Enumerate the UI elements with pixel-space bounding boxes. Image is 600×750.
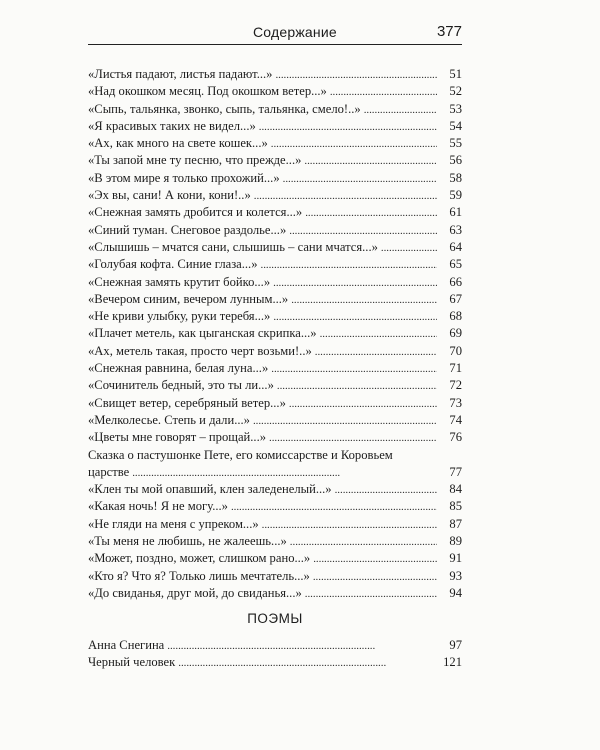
toc-entry <box>88 101 462 118</box>
toc-entry <box>88 291 462 308</box>
toc-entry <box>88 308 462 325</box>
toc-entry <box>88 187 462 204</box>
toc-entry <box>88 135 462 152</box>
dot-leader <box>271 136 437 153</box>
dot-leader <box>313 551 437 568</box>
toc-entry-page: 52 <box>449 84 462 99</box>
dot-leader <box>231 499 437 516</box>
toc-entry <box>88 585 462 602</box>
toc-entry-title: «Я красивых таких не видел...» <box>88 118 256 133</box>
toc-entry-title: «Сыпь, тальянка, звонко, сыпь, тальянка, смело!..» <box>88 101 361 116</box>
running-head-title: Содержание <box>253 24 337 40</box>
toc-entry-title: «Цветы мне говорят – прощай...» <box>88 430 267 445</box>
toc-entry-title: «Сочинитель бедный, это ты ли...» <box>88 378 274 393</box>
toc-entry <box>88 239 462 256</box>
toc-entry-page: 65 <box>449 257 462 272</box>
section-heading-poems: ПОЭМЫ <box>247 611 303 626</box>
toc-entry-title: «Клен ты мой опавший, клен заледенелый...» <box>88 482 332 497</box>
dot-leader <box>364 102 437 119</box>
toc-entry-title: «До свиданья, друг мой, до свиданья...» <box>88 585 302 600</box>
toc-entry <box>88 481 462 498</box>
dot-leader <box>305 205 437 222</box>
dot-leader <box>320 326 437 343</box>
dot-leader <box>271 361 437 378</box>
toc-entry-title: «Ты меня не любишь, не жалеешь...» <box>88 534 287 549</box>
toc-entry-title: «Ах, как много на свете кошек...» <box>88 136 268 151</box>
dot-leader <box>253 413 437 430</box>
toc-entry-page: 91 <box>449 551 462 566</box>
toc-entry <box>88 412 462 429</box>
toc-entry-page: 85 <box>449 499 462 514</box>
toc-entry-title: «Ты запой мне ту песню, что прежде...» <box>88 153 302 168</box>
poems-list <box>88 637 462 672</box>
toc-entry-page: 71 <box>449 361 462 376</box>
toc-entry <box>88 204 462 221</box>
toc-entry-title: «Снежная равнина, белая луна...» <box>88 361 269 376</box>
dot-leader <box>305 586 437 603</box>
toc-entry-title: «Свищет ветер, серебряный ветер...» <box>88 395 286 410</box>
toc-entry-title: «Кто я? Что я? Только лишь мечтатель...» <box>88 568 310 583</box>
toc-entry-title: «Плачет метель, как цыганская скрипка...» <box>88 326 317 341</box>
toc-entry <box>88 325 462 342</box>
toc-entry-title: «Может, поздно, может, слишком рано...» <box>88 551 311 566</box>
toc-entry <box>88 152 462 169</box>
toc-entry-title: «В этом мире я только прохожий...» <box>88 170 280 185</box>
toc-entry <box>88 83 462 100</box>
toc-entry-title: Черный человек <box>88 655 176 670</box>
toc-entry-page: 76 <box>449 430 462 445</box>
toc-entry-title: «Над окошком месяц. Под окошком ветер...» <box>88 84 327 99</box>
toc-entry-page: 121 <box>443 655 462 670</box>
toc-entry-page: 68 <box>449 309 462 324</box>
dot-leader <box>289 396 437 413</box>
toc-entry-page: 54 <box>449 118 462 133</box>
dot-leader <box>178 655 437 672</box>
toc-entry <box>88 516 462 533</box>
dot-leader <box>269 430 437 447</box>
toc-entry <box>88 395 462 412</box>
toc-entry-title: «Не гляди на меня с упреком...» <box>88 516 259 531</box>
toc-entry-page: 70 <box>449 343 462 358</box>
toc-entry-page: 63 <box>449 222 462 237</box>
toc-entry <box>88 66 462 83</box>
toc-entry <box>88 274 462 291</box>
dot-leader <box>330 84 437 101</box>
toc-entry <box>88 256 462 273</box>
toc-entry-page: 74 <box>449 412 462 427</box>
toc-entry-title: «Снежная замять дробится и колется...» <box>88 205 303 220</box>
dot-leader <box>273 275 437 292</box>
toc-entry-title: «Ах, метель такая, просто черт возьми!..» <box>88 343 312 358</box>
toc-entry-title: Анна Снегина <box>88 638 165 652</box>
toc-entry-page: 93 <box>449 568 462 583</box>
toc-entry <box>88 464 462 481</box>
toc-entry <box>88 550 462 567</box>
toc-entry-page: 59 <box>449 188 462 203</box>
dot-leader <box>167 638 437 655</box>
table-of-contents <box>88 66 462 602</box>
toc-entry <box>88 343 462 360</box>
toc-entry <box>88 654 462 671</box>
toc-entry-page: 97 <box>449 638 462 652</box>
toc-entry-page: 53 <box>449 101 462 116</box>
toc-entry-page: 61 <box>449 205 462 220</box>
dot-leader <box>275 67 437 84</box>
dot-leader <box>132 465 437 482</box>
dot-leader <box>277 378 437 395</box>
toc-entry-page: 67 <box>449 291 462 306</box>
toc-entry-title: «Не криви улыбку, руки теребя...» <box>88 309 271 324</box>
toc-entry-page: 55 <box>449 136 462 151</box>
toc-entry <box>88 568 462 585</box>
toc-entry-page: 51 <box>449 67 462 81</box>
toc-entry <box>88 637 462 654</box>
toc-entry <box>88 498 462 515</box>
dot-leader <box>254 188 437 205</box>
dot-leader <box>313 569 437 586</box>
toc-entry-title: «Слышишь – мчатся сани, слышишь – сани мчатся...» <box>88 239 378 254</box>
toc-entry-title-line1: Сказка о пастушонке Пете, его комиссарстве и Коровьем <box>88 447 393 462</box>
toc-entry-title: «Какая ночь! Я не могу...» <box>88 499 228 514</box>
dot-leader <box>259 119 437 136</box>
toc-entry-title: «Мелколесье. Степь и дали...» <box>88 412 250 427</box>
dot-leader <box>381 240 437 257</box>
toc-entry-title: царстве <box>88 464 130 479</box>
toc-entry-page: 77 <box>449 464 462 479</box>
toc-entry <box>88 377 462 394</box>
dot-leader <box>273 309 437 326</box>
toc-entry <box>88 222 462 239</box>
dot-leader <box>289 223 437 240</box>
toc-entry-title: «Снежная замять крутит бойко...» <box>88 274 271 289</box>
toc-entry-page: 73 <box>449 395 462 410</box>
toc-entry-title: «Листья падают, листья падают...» <box>88 67 273 81</box>
dot-leader <box>304 153 437 170</box>
running-head <box>88 22 462 45</box>
dot-leader <box>261 257 438 274</box>
dot-leader <box>315 344 437 361</box>
toc-entry <box>88 118 462 135</box>
toc-entry-title: «Вечером синим, вечером лунным...» <box>88 291 289 306</box>
toc-entry <box>88 360 462 377</box>
toc-entry-page: 89 <box>449 534 462 549</box>
toc-entry-page: 58 <box>449 170 462 185</box>
toc-entry-title: «Эх вы, сани! А кони, кони!..» <box>88 188 251 203</box>
dot-leader <box>335 482 437 499</box>
dot-leader <box>262 517 437 534</box>
toc-entry <box>88 533 462 550</box>
toc-entry-title: «Синий туман. Снеговое раздолье...» <box>88 222 287 237</box>
toc-entry-page: 64 <box>449 239 462 254</box>
toc-entry-title: «Голубая кофта. Синие глаза...» <box>88 257 258 272</box>
toc-entry-page: 87 <box>449 516 462 531</box>
toc-entry-page: 66 <box>449 274 462 289</box>
dot-leader <box>291 292 437 309</box>
running-head-page-number: 377 <box>436 23 462 40</box>
toc-entry <box>88 429 462 446</box>
toc-entry-page: 56 <box>449 153 462 168</box>
toc-entry-page: 69 <box>449 326 462 341</box>
toc-entry <box>88 170 462 187</box>
toc-entry-first-line <box>88 447 462 464</box>
toc-entry-page: 72 <box>449 378 462 393</box>
toc-entry-page: 94 <box>449 585 462 600</box>
toc-entry-page: 84 <box>449 482 462 497</box>
dot-leader <box>283 171 437 188</box>
dot-leader <box>290 534 437 551</box>
